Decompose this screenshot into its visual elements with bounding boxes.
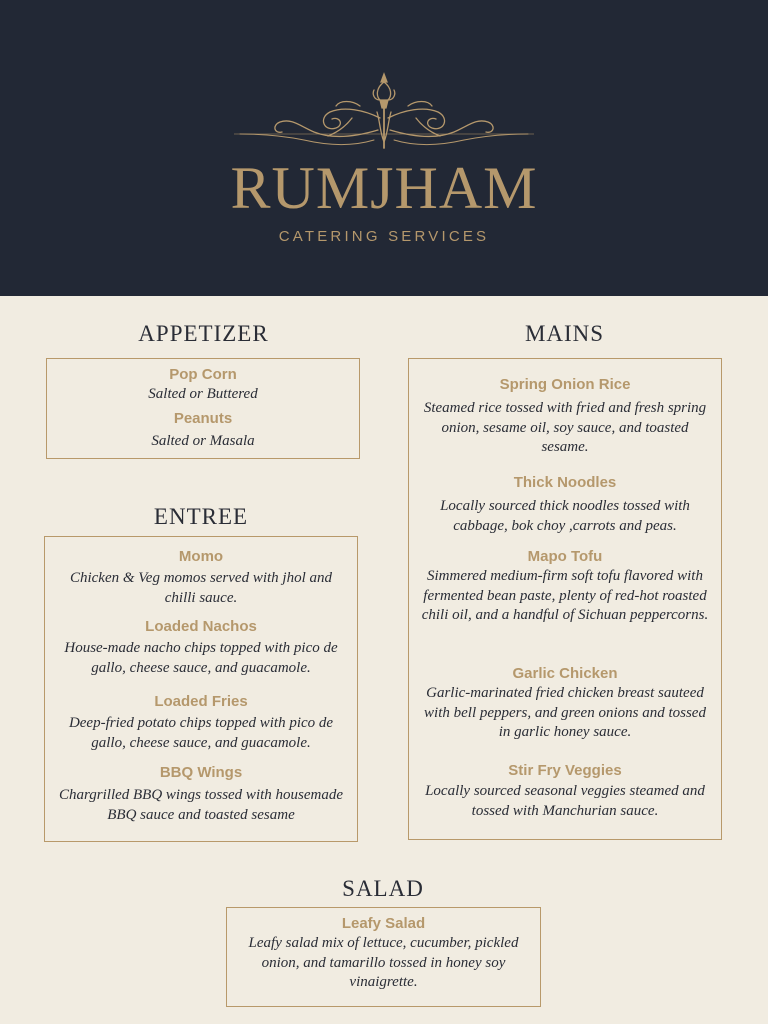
menu-item	[45, 763, 357, 825]
menu-item	[409, 761, 721, 821]
item-name: Momo	[178, 548, 224, 565]
item-description: Simmered medium-firm soft tofu flavored with fermented bean paste, plenty of red-hot roasted chili oil, and a handful of Sichuan peppercorns.	[421, 568, 709, 623]
item-description: Leafy salad mix of lettuce, cucumber, pickled onion, and tamarillo tossed in honey soy vinaigrette.	[248, 935, 519, 990]
item-description: Garlic-marinated fried chicken breast sauteed with bell peppers, and green onions and tossed in garlic honey sauce.	[424, 685, 706, 740]
menu-item	[45, 617, 357, 678]
item-name: BBQ Wings	[159, 764, 243, 781]
item-name: Loaded Fries	[154, 693, 248, 710]
menu-item	[409, 473, 721, 536]
item-description: Steamed rice tossed with fried and fresh spring onion, sesame oil, soy sauce, and toasted sesame.	[423, 400, 707, 455]
item-description: Locally sourced seasonal veggies steamed and tossed with Manchurian sauce.	[425, 783, 705, 819]
item-name: Peanuts	[173, 410, 233, 427]
menu-header	[0, 0, 768, 296]
section-title-salad: SALAD	[342, 876, 424, 901]
item-name: Leafy Salad	[341, 915, 426, 932]
appetizer-box	[46, 358, 360, 459]
entree-box	[44, 536, 358, 842]
menu-item	[45, 692, 357, 753]
item-description: Chicken & Veg momos served with jhol and chilli sauce.	[69, 570, 333, 606]
menu-item	[45, 547, 357, 608]
item-name: Stir Fry Veggies	[508, 762, 622, 779]
menu-item	[409, 375, 721, 458]
menu-item	[47, 409, 359, 452]
section-title-entree: ENTREE	[153, 504, 249, 529]
item-name: Pop Corn	[169, 366, 237, 383]
item-description: Salted or Buttered	[148, 386, 258, 402]
section-title-mains: MAINS	[524, 321, 605, 346]
item-name: Mapo Tofu	[527, 548, 603, 565]
menu-item	[47, 365, 359, 405]
item-name: Loaded Nachos	[145, 618, 257, 635]
brand-tagline: CATERING SERVICES	[278, 228, 490, 245]
item-description: Salted or Masala	[151, 433, 255, 449]
brand-name: RUMJHAM	[230, 155, 538, 221]
menu-item	[227, 914, 540, 993]
item-name: Garlic Chicken	[512, 665, 618, 682]
item-name: Thick Noodles	[513, 474, 617, 491]
item-description: Locally sourced thick noodles tossed with cabbage, bok choy ,carrots and peas.	[440, 498, 690, 534]
item-name: Spring Onion Rice	[499, 376, 631, 393]
filigree-ornament-icon	[234, 70, 534, 152]
menu-item	[409, 664, 721, 743]
item-description: House-made nacho chips topped with pico de gallo, cheese sauce, and guacamole.	[64, 640, 338, 676]
item-description: Chargrilled BBQ wings tossed with housemade BBQ sauce and toasted sesame	[58, 787, 344, 823]
salad-box	[226, 907, 541, 1007]
menu-item	[409, 547, 721, 626]
mains-box	[408, 358, 722, 840]
item-description: Deep-fried potato chips topped with pico de gallo, cheese sauce, and guacamole.	[68, 715, 334, 751]
section-title-appetizer: APPETIZER	[138, 321, 269, 346]
